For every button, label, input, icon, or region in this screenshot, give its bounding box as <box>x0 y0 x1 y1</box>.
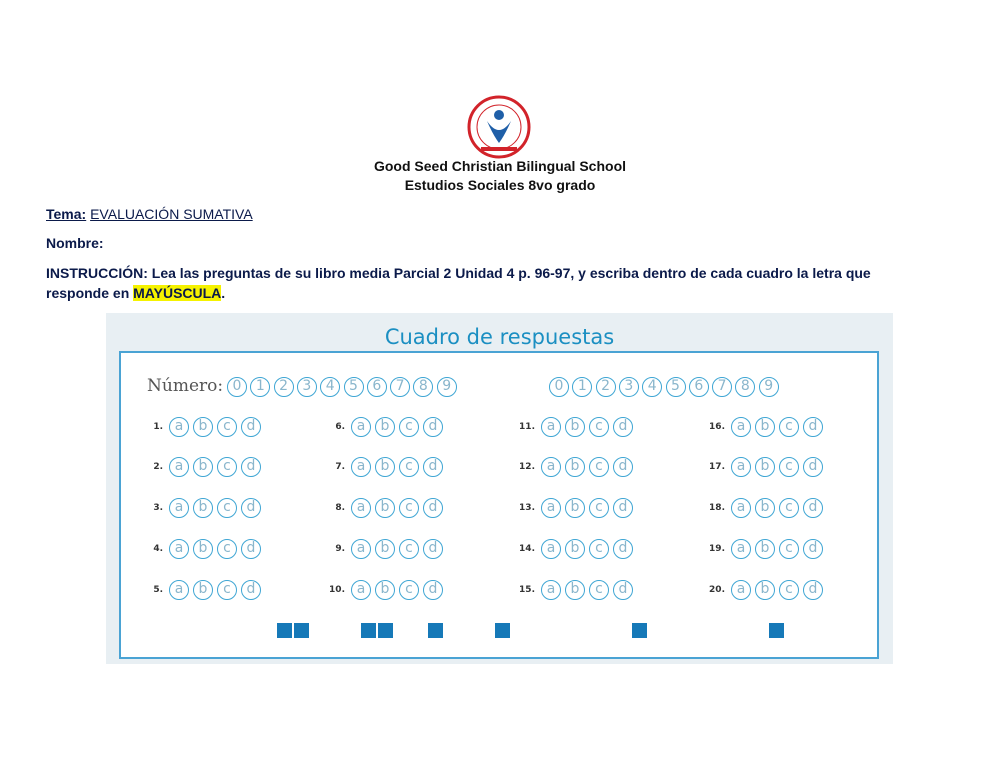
answer-option-bubble[interactable]: c <box>399 539 419 559</box>
answer-grid <box>119 351 879 659</box>
answer-option-bubble[interactable]: b <box>565 498 585 518</box>
answer-option-bubble[interactable]: b <box>193 457 213 477</box>
question-number: 13. <box>519 503 535 513</box>
answer-option-bubble[interactable]: d <box>803 580 823 600</box>
numero-digit-bubble[interactable]: 5 <box>344 377 364 397</box>
answer-option-bubble[interactable]: c <box>217 498 237 518</box>
question-number: 8. <box>335 503 345 513</box>
timing-mark <box>428 623 443 638</box>
answer-option-bubble[interactable]: c <box>399 457 419 477</box>
numero-digit-bubble[interactable]: 1 <box>572 377 592 397</box>
answer-option-bubble[interactable]: c <box>779 457 799 477</box>
answer-option-bubble[interactable]: d <box>423 417 443 437</box>
timing-mark <box>632 623 647 638</box>
answer-option-bubble[interactable]: b <box>565 539 585 559</box>
instruction-highlight: MAYÚSCULA <box>133 285 222 301</box>
good-seed-logo <box>459 95 539 159</box>
answer-option-bubble[interactable]: c <box>589 539 609 559</box>
answer-option-bubble[interactable]: d <box>241 498 261 518</box>
numero-digit-bubble[interactable]: 6 <box>689 377 709 397</box>
answer-option-bubble[interactable]: d <box>613 498 633 518</box>
question-number: 16. <box>709 422 725 432</box>
question-number: 3. <box>153 503 163 513</box>
timing-mark <box>495 623 510 638</box>
answer-option-bubble[interactable]: d <box>803 417 823 437</box>
instruction-label: INSTRUCCIÓN <box>46 265 144 281</box>
timing-mark <box>378 623 393 638</box>
answer-option-bubble[interactable]: c <box>399 498 419 518</box>
answer-option-bubble[interactable]: c <box>589 498 609 518</box>
numero-label: Número: <box>147 376 224 396</box>
answer-option-bubble[interactable]: a <box>731 498 751 518</box>
numero-digit-bubble[interactable]: 8 <box>735 377 755 397</box>
answer-option-bubble[interactable]: b <box>375 539 395 559</box>
numero-digit-bubble[interactable]: 8 <box>413 377 433 397</box>
answer-option-bubble[interactable]: a <box>731 457 751 477</box>
answer-option-bubble[interactable]: c <box>779 417 799 437</box>
answer-option-bubble[interactable]: a <box>541 417 561 437</box>
answer-option-bubble[interactable]: b <box>755 580 775 600</box>
answer-option-bubble[interactable]: d <box>803 457 823 477</box>
question-number: 12. <box>519 462 535 472</box>
question-number: 20. <box>709 585 725 595</box>
answer-option-bubble[interactable]: c <box>217 539 237 559</box>
answer-option-bubble[interactable]: d <box>803 539 823 559</box>
answer-option-bubble[interactable]: d <box>613 457 633 477</box>
answer-option-bubble[interactable]: d <box>423 498 443 518</box>
answer-option-bubble[interactable]: a <box>351 457 371 477</box>
answer-option-bubble[interactable]: a <box>351 417 371 437</box>
nombre-label: Nombre: <box>46 235 104 251</box>
answer-option-bubble[interactable]: b <box>375 417 395 437</box>
answer-option-bubble[interactable]: b <box>193 580 213 600</box>
question-number: 7. <box>335 462 345 472</box>
numero-digit-bubble[interactable]: 0 <box>549 377 569 397</box>
answer-option-bubble[interactable]: d <box>423 539 443 559</box>
subject-line: Estudios Sociales 8vo grado <box>404 177 596 193</box>
answer-option-bubble[interactable]: c <box>589 580 609 600</box>
school-name: Good Seed Christian Bilingual School <box>373 158 627 174</box>
question-number: 19. <box>709 544 725 554</box>
answer-option-bubble[interactable]: c <box>399 417 419 437</box>
answer-option-bubble[interactable]: a <box>731 580 751 600</box>
question-number: 15. <box>519 585 535 595</box>
question-number: 5. <box>153 585 163 595</box>
question-number: 4. <box>153 544 163 554</box>
timing-mark <box>294 623 309 638</box>
question-number: 1. <box>153 422 163 432</box>
tema-line <box>46 206 253 222</box>
question-number: 18. <box>709 503 725 513</box>
answer-option-bubble[interactable]: d <box>803 498 823 518</box>
numero-digit-bubble[interactable]: 3 <box>297 377 317 397</box>
question-number: 11. <box>519 422 535 432</box>
numero-digit-bubble[interactable]: 2 <box>596 377 616 397</box>
answer-option-bubble[interactable]: b <box>755 498 775 518</box>
question-number: 9. <box>335 544 345 554</box>
numero-digit-bubble[interactable]: 7 <box>712 377 732 397</box>
question-number: 17. <box>709 462 725 472</box>
answer-option-bubble[interactable]: a <box>541 457 561 477</box>
answer-option-bubble[interactable]: a <box>541 580 561 600</box>
answer-option-bubble[interactable]: d <box>241 417 261 437</box>
answer-option-bubble[interactable]: d <box>613 580 633 600</box>
timing-mark <box>361 623 376 638</box>
answer-option-bubble[interactable]: a <box>731 417 751 437</box>
answer-option-bubble[interactable]: a <box>169 417 189 437</box>
answer-option-bubble[interactable]: a <box>731 539 751 559</box>
answer-option-bubble[interactable]: c <box>217 457 237 477</box>
tema-label: Tema: <box>46 206 87 222</box>
instruction-block <box>46 263 966 303</box>
answer-option-bubble[interactable]: b <box>375 580 395 600</box>
answer-option-bubble[interactable]: a <box>351 580 371 600</box>
answer-option-bubble[interactable]: d <box>613 417 633 437</box>
numero-digit-bubble[interactable]: 2 <box>274 377 294 397</box>
nombre-line <box>46 235 104 251</box>
answer-option-bubble[interactable]: c <box>779 539 799 559</box>
answer-option-bubble[interactable]: d <box>613 539 633 559</box>
answer-option-bubble[interactable]: a <box>169 539 189 559</box>
numero-digit-bubble[interactable]: 4 <box>320 377 340 397</box>
answer-sheet-title: Cuadro de respuestas <box>384 325 615 349</box>
numero-digit-bubble[interactable]: 7 <box>390 377 410 397</box>
answer-option-bubble[interactable]: d <box>241 457 261 477</box>
tema-value: EVALUACIÓN SUMATIVA <box>90 206 253 222</box>
answer-option-bubble[interactable]: b <box>565 417 585 437</box>
answer-option-bubble[interactable]: c <box>779 580 799 600</box>
question-number: 2. <box>153 462 163 472</box>
answer-option-bubble[interactable]: c <box>589 417 609 437</box>
answer-option-bubble[interactable]: c <box>589 457 609 477</box>
numero-digit-bubble[interactable]: 1 <box>250 377 270 397</box>
answer-option-bubble[interactable]: c <box>217 580 237 600</box>
answer-option-bubble[interactable]: b <box>755 539 775 559</box>
numero-digit-bubble[interactable]: 4 <box>642 377 662 397</box>
answer-option-bubble[interactable]: a <box>351 539 371 559</box>
answer-option-bubble[interactable]: a <box>169 498 189 518</box>
instruction-end: . <box>221 285 226 301</box>
timing-mark <box>277 623 292 638</box>
answer-option-bubble[interactable]: c <box>217 417 237 437</box>
answer-option-bubble[interactable]: b <box>755 457 775 477</box>
answer-sheet <box>106 313 893 664</box>
answer-option-bubble[interactable]: d <box>423 580 443 600</box>
numero-digit-bubble[interactable]: 6 <box>367 377 387 397</box>
numero-digit-bubble[interactable]: 5 <box>666 377 686 397</box>
instruction-text-1: : Lea las preguntas de su libro media Parcial 2 Unidad 4 p. 96-97, y escriba dentro de cada cuadro la letra que <box>143 265 871 281</box>
answer-option-bubble[interactable]: b <box>375 498 395 518</box>
answer-option-bubble[interactable]: a <box>351 498 371 518</box>
answer-option-bubble[interactable]: a <box>541 498 561 518</box>
question-number: 6. <box>335 422 345 432</box>
numero-digit-bubble[interactable]: 9 <box>437 377 457 397</box>
question-number: 14. <box>519 544 535 554</box>
numero-digit-bubble[interactable]: 0 <box>227 377 247 397</box>
answer-option-bubble[interactable]: c <box>779 498 799 518</box>
answer-option-bubble[interactable]: b <box>193 417 213 437</box>
answer-option-bubble[interactable]: a <box>541 539 561 559</box>
answer-option-bubble[interactable]: b <box>565 457 585 477</box>
answer-option-bubble[interactable]: a <box>169 457 189 477</box>
instruction-text-2: responde en <box>46 285 134 301</box>
answer-option-bubble[interactable]: d <box>241 539 261 559</box>
question-number: 10. <box>329 585 345 595</box>
answer-option-bubble[interactable]: d <box>241 580 261 600</box>
answer-option-bubble[interactable]: b <box>193 498 213 518</box>
answer-option-bubble[interactable]: d <box>423 457 443 477</box>
answer-option-bubble[interactable]: a <box>169 580 189 600</box>
numero-digit-bubble[interactable]: 9 <box>759 377 779 397</box>
numero-digit-bubble[interactable]: 3 <box>619 377 639 397</box>
answer-option-bubble[interactable]: b <box>565 580 585 600</box>
answer-option-bubble[interactable]: b <box>755 417 775 437</box>
answer-option-bubble[interactable]: b <box>375 457 395 477</box>
timing-mark <box>769 623 784 638</box>
answer-option-bubble[interactable]: b <box>193 539 213 559</box>
answer-option-bubble[interactable]: c <box>399 580 419 600</box>
